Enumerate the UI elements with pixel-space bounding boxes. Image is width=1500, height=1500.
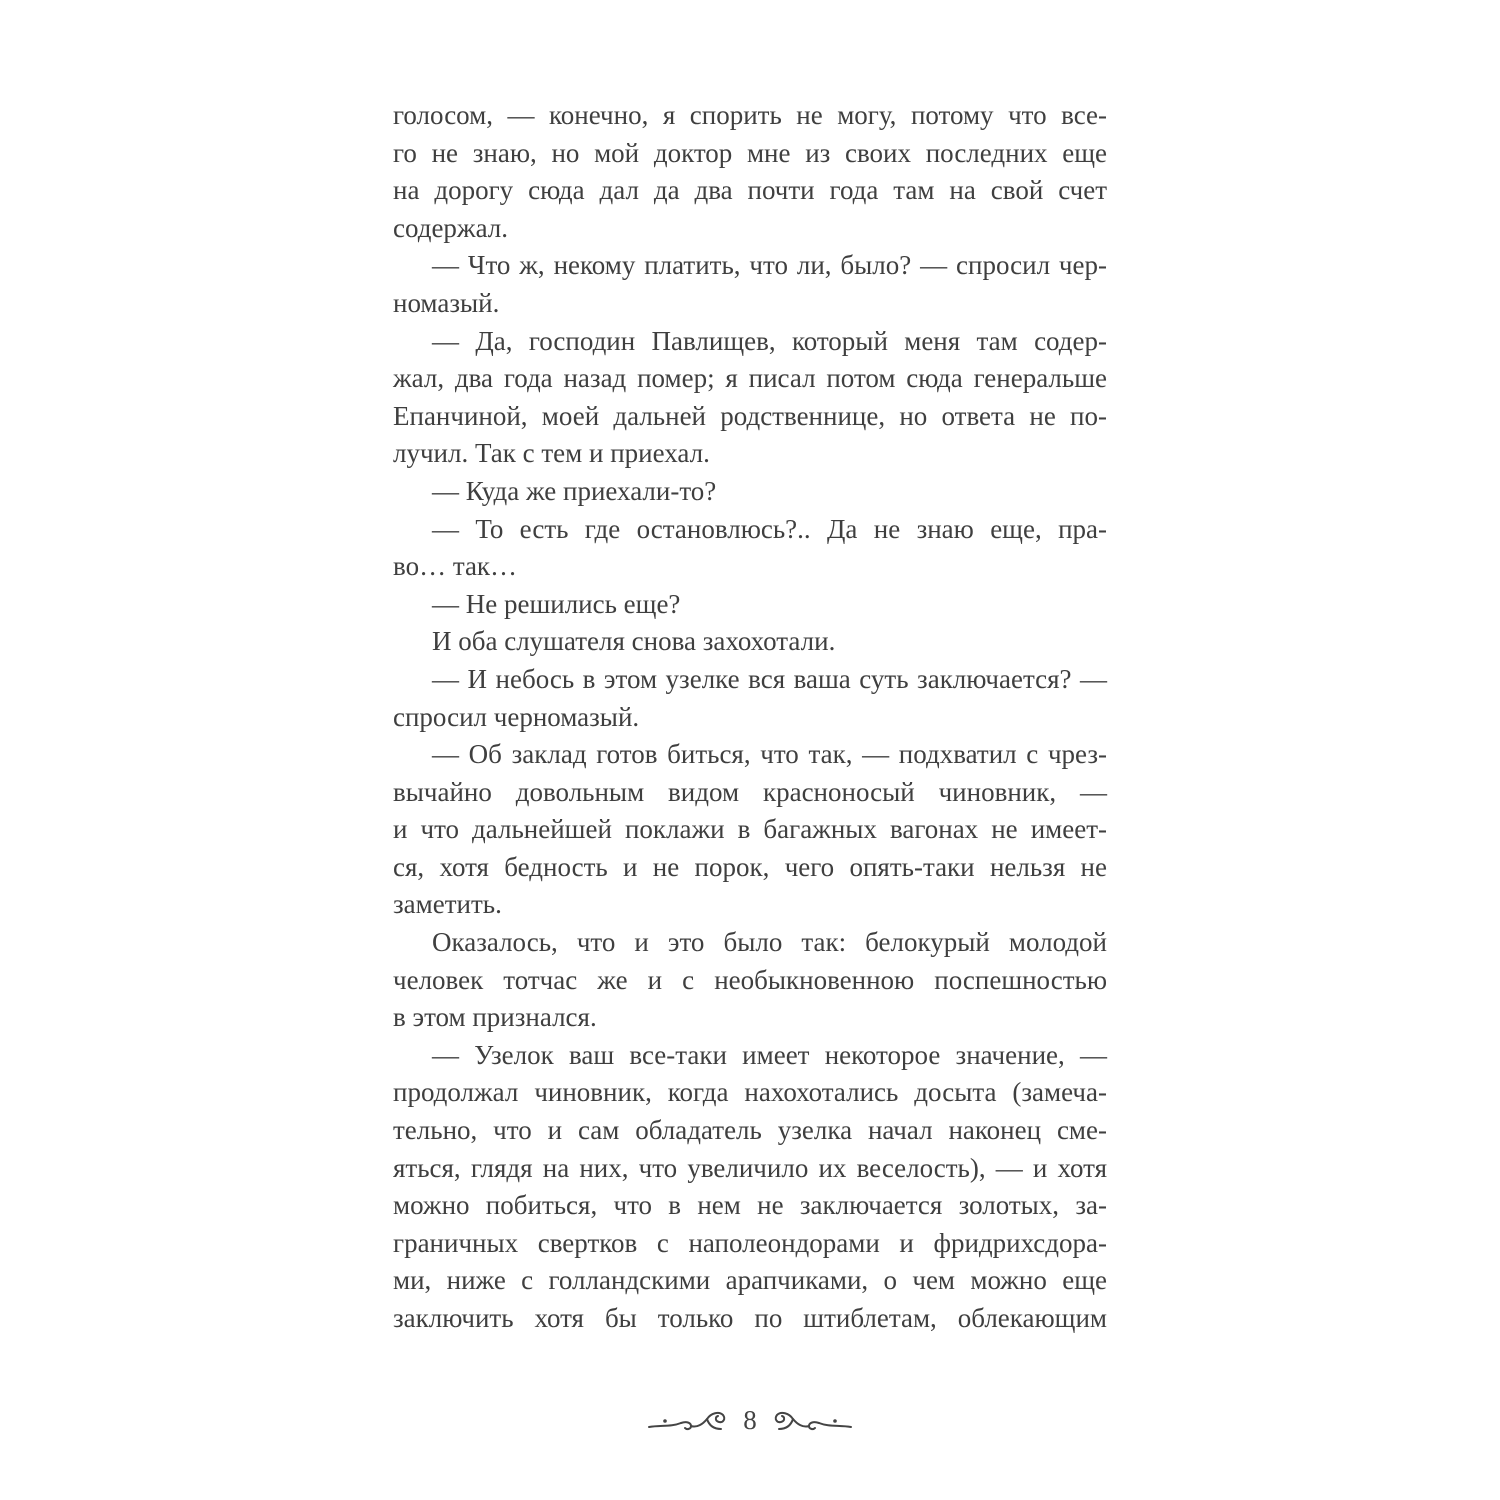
text-line: спросил черномазый. xyxy=(393,701,640,732)
text-line: номазый. xyxy=(393,287,500,318)
text-line: содержал. xyxy=(393,212,509,243)
text-line: — И небось в этом узелке вся ваша суть заключается? — xyxy=(432,663,1107,694)
left-ornament-icon xyxy=(647,1405,727,1435)
text-line: человек тотчас же и с необыкновенною поспешностью xyxy=(393,964,1107,995)
text-line: заметить. xyxy=(393,889,502,920)
page-number: 8 xyxy=(743,1404,757,1435)
text-line: вычайно довольным видом красноносый чиновник, — xyxy=(393,776,1107,807)
text-line: — Куда же приехали-то? xyxy=(432,475,717,506)
text-line: ми, ниже с голландскими арапчиками, о чем можно еще xyxy=(393,1265,1107,1296)
text-line: — Узелок ваш все-таки имеет некоторое значение, — xyxy=(432,1039,1107,1070)
text-line: тельно, что и сам обладатель узелка начал наконец сме- xyxy=(393,1115,1107,1146)
text-line: Оказалось, что и это было так: белокурый молодой xyxy=(432,927,1107,958)
text-line: яться, глядя на них, что увеличило их веселость), — и хотя xyxy=(393,1152,1107,1183)
text-line: Епанчиной, моей дальней родственнице, но ответа не по- xyxy=(393,400,1107,431)
text-line: в этом признался. xyxy=(393,1002,597,1033)
text-line: граничных свертков с наполеондорами и фридрихсдора- xyxy=(393,1227,1107,1258)
text-line: продолжал чиновник, когда нахохотались досыта (замеча- xyxy=(393,1077,1107,1108)
text-line: И оба слушателя снова захохотали. xyxy=(432,626,836,657)
text-line: на дорогу сюда дал да два почти года там на свой счет xyxy=(393,175,1107,206)
text-line: — Не решились еще? xyxy=(432,588,681,619)
text-line: — Да, господин Павлищев, который меня там содер- xyxy=(432,325,1107,356)
text-line: во… так… xyxy=(393,551,518,582)
text-line: — То есть где остановлюсь?.. Да не знаю еще, пра- xyxy=(432,513,1107,544)
text-line: заключить хотя бы только по штиблетам, облекающим xyxy=(393,1303,1107,1333)
text-line: — Что ж, некому платить, что ли, было? — спросил чер- xyxy=(432,250,1107,281)
text-line: лучил. Так с тем и приехал. xyxy=(393,438,710,469)
page-text-block xyxy=(393,97,1107,1338)
text-line: можно побиться, что в нем не заключается золотых, за- xyxy=(393,1190,1107,1221)
text-line: и что дальнейшей поклажи в багажных вагонах не имеет- xyxy=(393,814,1107,845)
text-line: голосом, — конечно, я спорить не могу, потому что все- xyxy=(393,100,1107,130)
text-line: го не знаю, но мой доктор мне из своих последних еще xyxy=(393,137,1107,168)
page-footer xyxy=(0,1398,1500,1442)
text-line: ся, хотя бедность и не порок, чего опять-таки нельзя не xyxy=(393,851,1107,882)
right-ornament-icon xyxy=(773,1405,853,1435)
text-line: — Об заклад готов биться, что так, — подхватил с чрез- xyxy=(432,739,1107,770)
text-line: жал, два года назад помер; я писал потом сюда генеральше xyxy=(393,363,1107,394)
